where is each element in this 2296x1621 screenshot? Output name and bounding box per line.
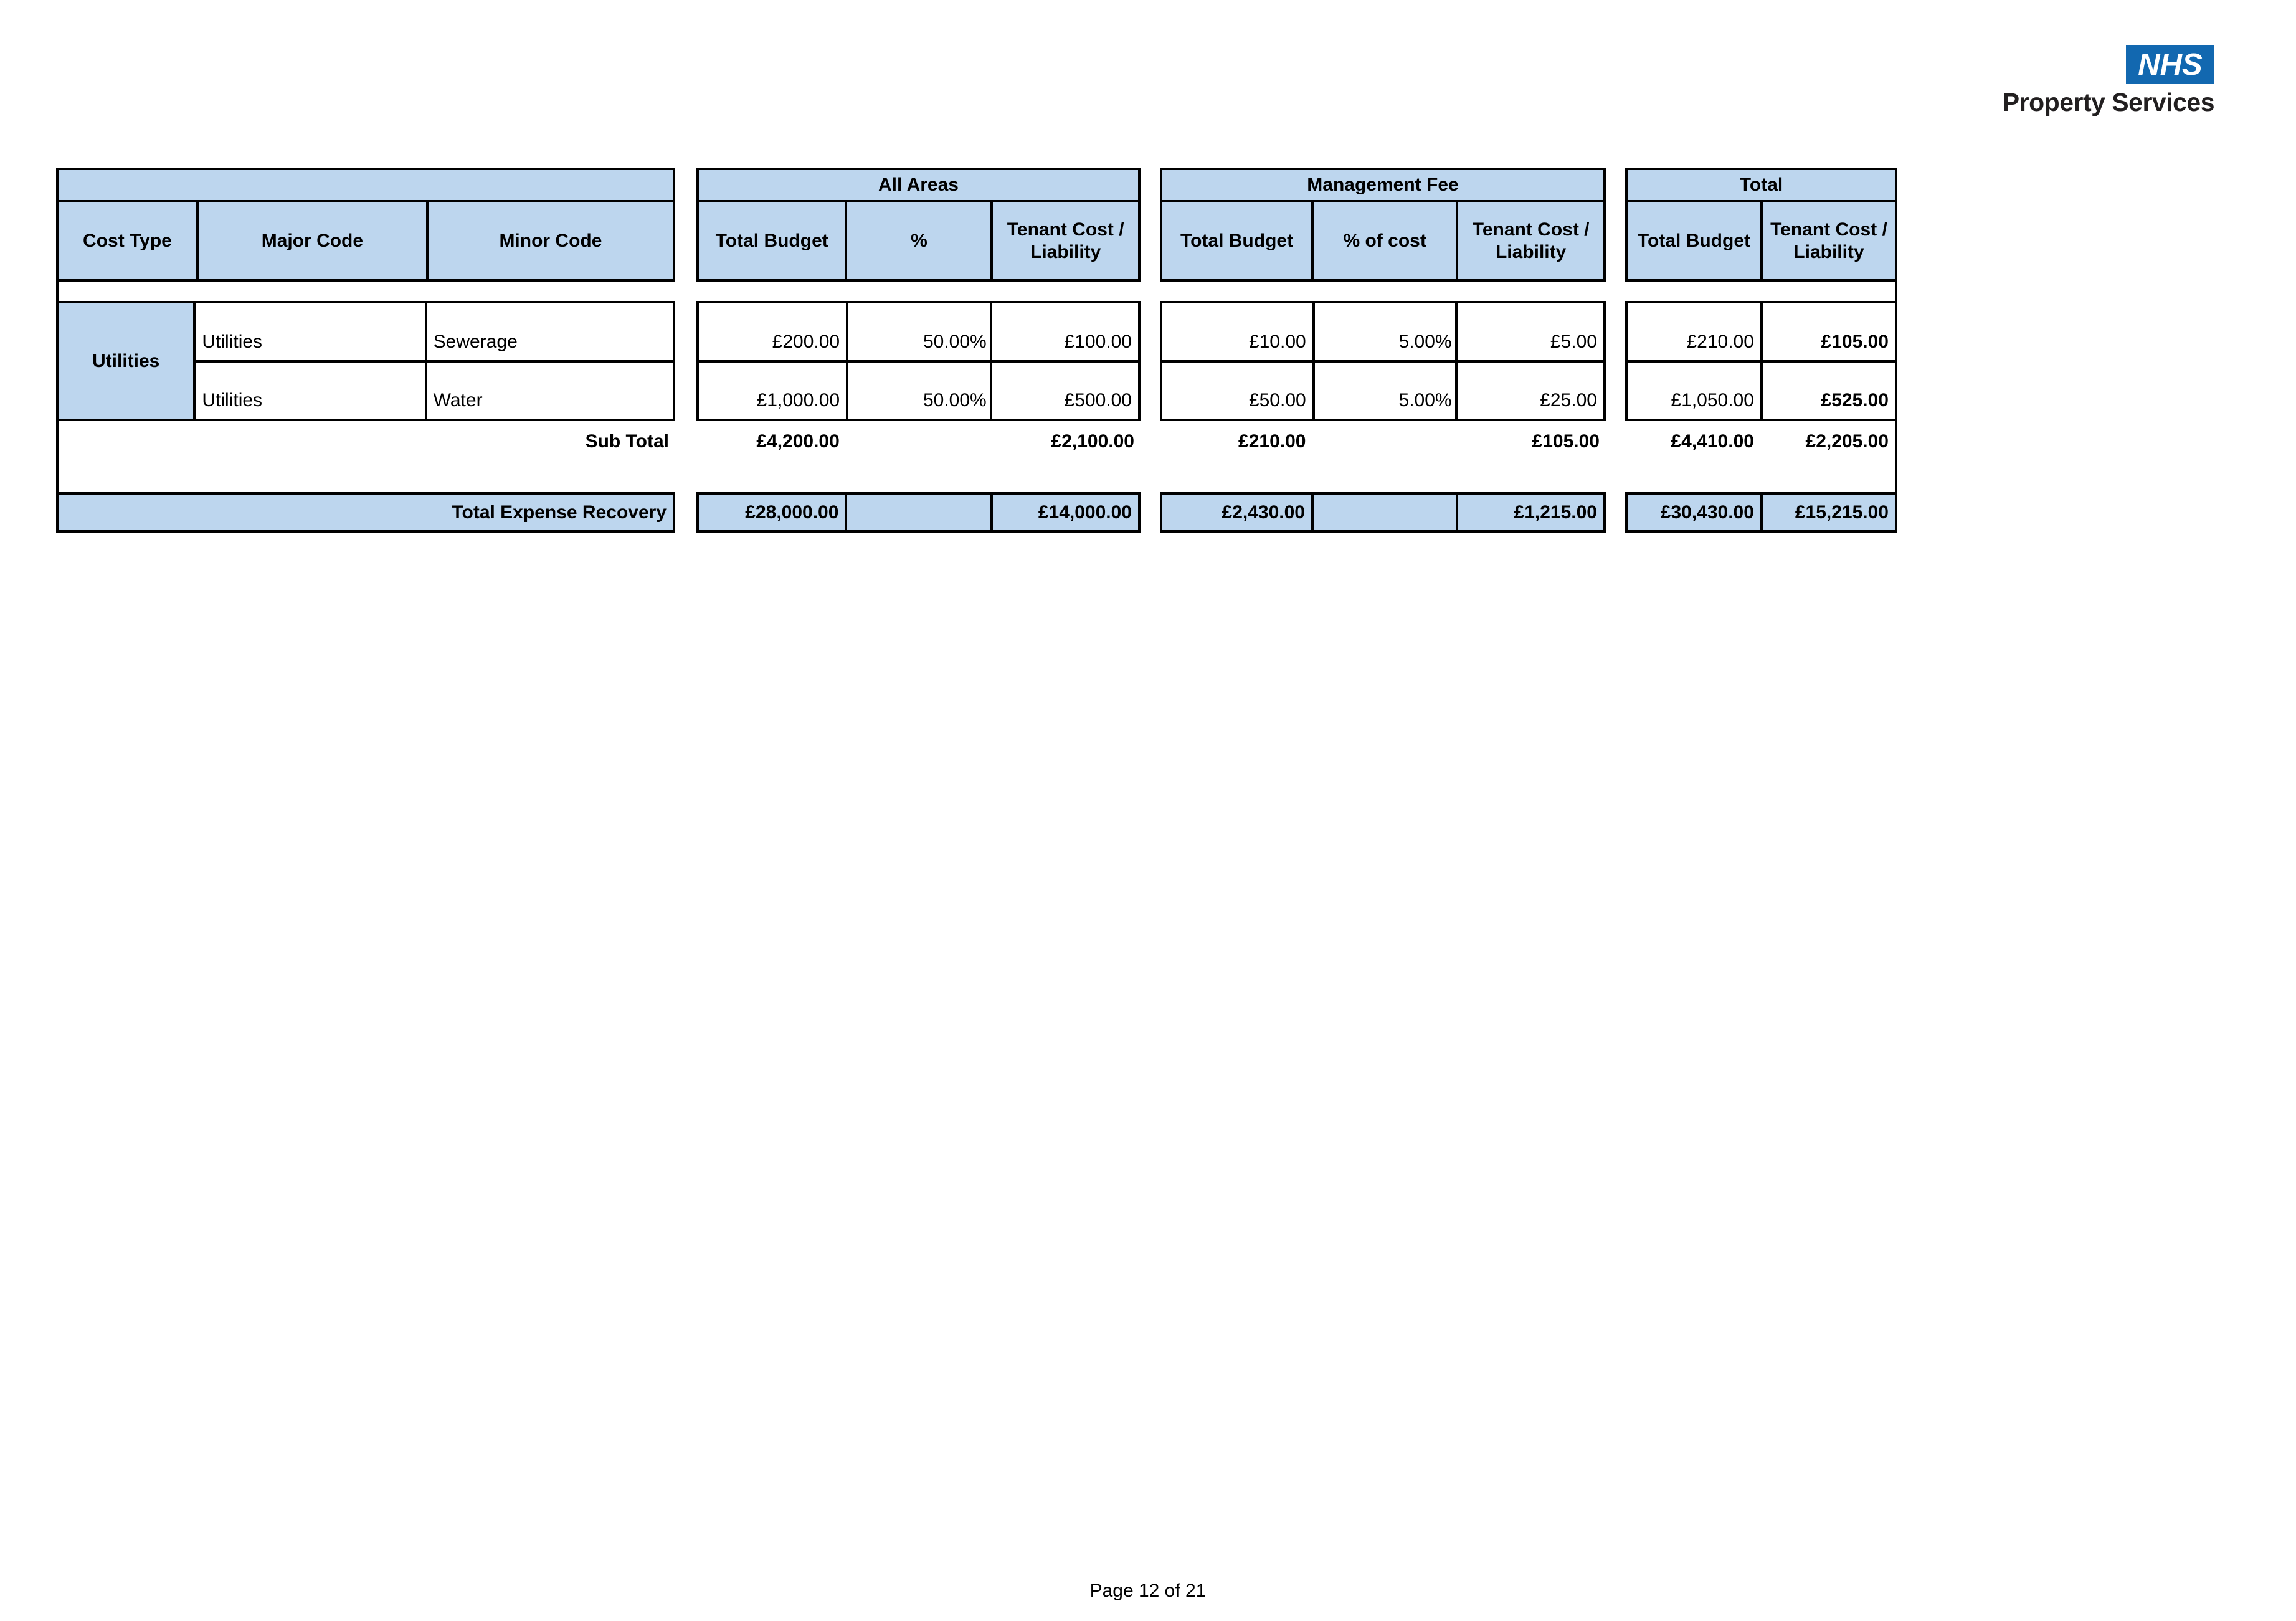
all-areas-data — [696, 301, 1141, 421]
col-header-tenant-cost: Tenant Cost / Liability — [1770, 219, 1887, 262]
subtotal-tenant-cost: £105.00 — [1532, 431, 1600, 452]
subtotal-total-budget: £4,200.00 — [756, 431, 840, 452]
codes-block — [56, 168, 675, 533]
codes-group-row — [59, 170, 673, 202]
ter-total-budget: £28,000.00 — [699, 495, 847, 530]
subtotal-percent-empty — [1312, 431, 1457, 452]
ter-tenant-cost: £1,215.00 — [1514, 502, 1597, 523]
col-header-cost-type: Cost Type — [59, 202, 199, 279]
total-header — [1625, 168, 1897, 282]
total-column-headers — [1628, 202, 1895, 279]
all-areas-group-title: All Areas — [699, 170, 1138, 202]
total-group-title: Total — [1628, 170, 1895, 202]
total-block — [1625, 168, 1897, 533]
subtotal-total-budget: £4,410.00 — [1671, 431, 1754, 452]
cell-tenant-cost: £525.00 — [1821, 390, 1889, 411]
col-header-total-budget: Total Budget — [1162, 202, 1314, 279]
cell-percent: 50.00% — [848, 303, 992, 360]
expense-recovery-table — [56, 168, 1897, 533]
cell-percent: 50.00% — [848, 363, 992, 419]
cell-tenant-cost: £500.00 — [1064, 390, 1132, 411]
management-fee-rows — [1162, 303, 1603, 419]
all-areas-subtotal — [696, 421, 1141, 492]
spacer-row — [696, 282, 1141, 301]
codes-column-headers — [59, 202, 673, 279]
ter-percent-empty — [847, 495, 993, 530]
ter-percent-empty — [1314, 495, 1458, 530]
col-header-total-budget: Total Budget — [699, 202, 847, 279]
codes-data — [56, 301, 675, 421]
nhs-logo-text: NHS — [2138, 47, 2203, 82]
table-row — [699, 303, 1138, 363]
cell-total-budget: £200.00 — [699, 303, 848, 360]
management-fee-block — [1160, 168, 1606, 533]
ter-total-budget: £30,430.00 — [1628, 495, 1763, 530]
codes-rows — [196, 303, 673, 419]
table-row — [1628, 363, 1895, 419]
total-total-expense-recovery — [1625, 492, 1897, 533]
subtotal-percent-empty — [846, 431, 992, 452]
management-fee-group-title: Management Fee — [1162, 170, 1603, 202]
block-gap — [675, 168, 696, 533]
col-header-tenant-cost: Tenant Cost / Liability — [1007, 219, 1124, 262]
cost-type-cell: Utilities — [59, 303, 196, 419]
total-expense-recovery-label-row — [56, 492, 675, 533]
all-areas-total-expense-recovery — [696, 492, 1141, 533]
cell-total-budget: £10.00 — [1162, 303, 1315, 360]
block-gap — [1606, 168, 1625, 533]
cell-tenant-cost: £100.00 — [1064, 331, 1132, 352]
col-header-minor-code: Minor Code — [499, 230, 602, 251]
col-header-percent-of-cost: % of cost — [1314, 202, 1458, 279]
block-gap — [1141, 168, 1160, 533]
table-row — [1162, 363, 1603, 419]
cell-tenant-cost: £25.00 — [1540, 390, 1597, 411]
table-row — [1162, 303, 1603, 363]
total-expense-recovery-label: Total Expense Recovery — [452, 502, 667, 523]
total-data — [1625, 301, 1897, 421]
table-row — [196, 303, 673, 363]
all-areas-rows — [699, 303, 1138, 419]
management-fee-column-headers — [1162, 202, 1603, 279]
cell-percent-of-cost: 5.00% — [1315, 363, 1458, 419]
table-row — [1628, 303, 1895, 363]
management-fee-header — [1160, 168, 1606, 282]
cell-minor-code: Water — [433, 390, 483, 411]
subtotal-label-area — [56, 421, 675, 492]
spacer-row — [1625, 282, 1897, 301]
cell-total-budget: £210.00 — [1628, 303, 1763, 360]
ter-tenant-cost: £15,215.00 — [1795, 502, 1889, 523]
spacer-row — [56, 282, 675, 301]
cell-minor-code: Sewerage — [433, 331, 518, 352]
all-areas-column-headers — [699, 202, 1138, 279]
table-row — [196, 363, 673, 419]
subtotal-total-budget: £210.00 — [1238, 431, 1306, 452]
cell-major-code: Utilities — [196, 363, 427, 419]
table-row — [699, 363, 1138, 419]
cell-major-code: Utilities — [196, 303, 427, 360]
cell-tenant-cost: £105.00 — [1821, 331, 1889, 352]
spacer-row — [1160, 282, 1606, 301]
col-header-major-code: Major Code — [199, 202, 429, 279]
subtotal-tenant-cost: £2,205.00 — [1805, 431, 1889, 452]
ter-tenant-cost: £14,000.00 — [1038, 502, 1132, 523]
management-fee-subtotal — [1160, 421, 1606, 492]
all-areas-block — [696, 168, 1141, 533]
all-areas-header — [696, 168, 1141, 282]
management-fee-total-expense-recovery — [1160, 492, 1606, 533]
subtotal-tenant-cost: £2,100.00 — [1051, 431, 1134, 452]
col-header-percent: % — [847, 202, 993, 279]
col-header-tenant-cost: Tenant Cost / Liability — [1472, 219, 1590, 262]
nhs-logo-subtitle: Property Services — [2002, 88, 2214, 116]
nhs-logo — [2126, 45, 2214, 84]
col-header-total-budget: Total Budget — [1628, 202, 1763, 279]
cell-percent-of-cost: 5.00% — [1315, 303, 1458, 360]
codes-header — [56, 168, 675, 282]
total-rows — [1628, 303, 1895, 419]
cell-tenant-cost: £5.00 — [1550, 331, 1597, 352]
cell-total-budget: £50.00 — [1162, 363, 1315, 419]
management-fee-data — [1160, 301, 1606, 421]
page-number: Page 12 of 21 — [1089, 1581, 1207, 1601]
ter-total-budget: £2,430.00 — [1162, 495, 1314, 530]
total-subtotal — [1625, 421, 1897, 492]
cell-total-budget: £1,000.00 — [699, 363, 848, 419]
subtotal-label: Sub Total — [585, 431, 669, 452]
cell-total-budget: £1,050.00 — [1628, 363, 1763, 419]
